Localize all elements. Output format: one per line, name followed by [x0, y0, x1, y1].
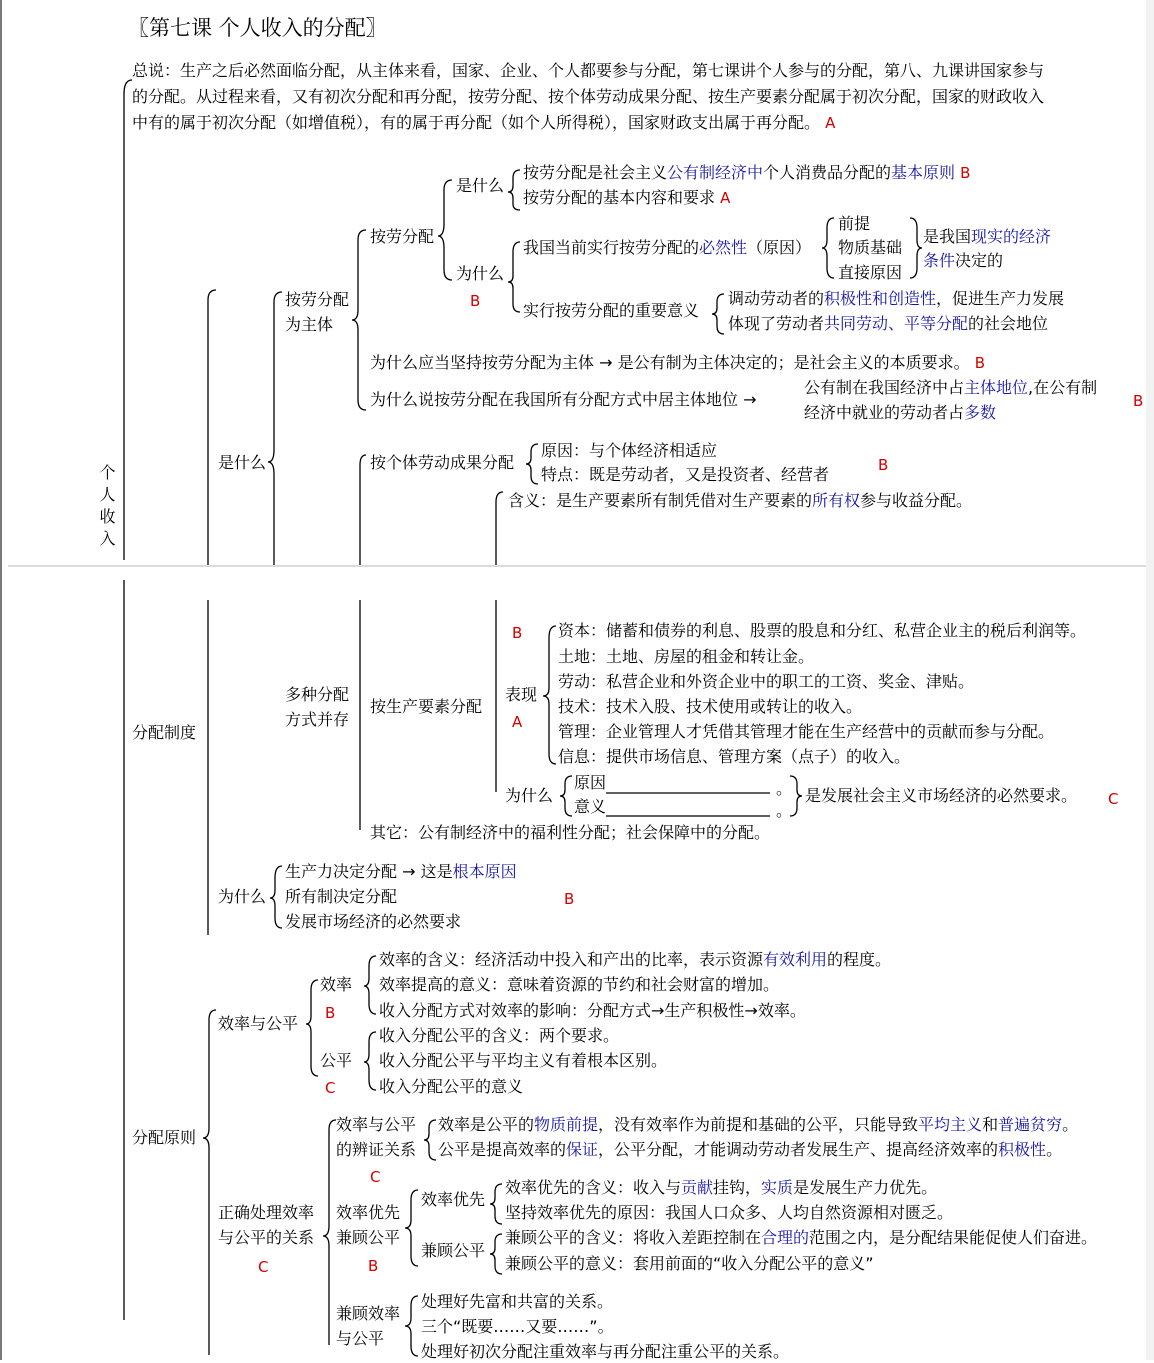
main-status-question: 为什么说按劳分配在我国所有分配方式中居主体地位 →: [370, 390, 757, 409]
significance-brace: [712, 294, 724, 334]
individual-grade: B: [878, 456, 889, 474]
cause-brace-right: [910, 218, 922, 278]
dialectic-label-2: 的辨证关系: [336, 1140, 417, 1159]
individual-feature: 特点：既是劳动者，又是投资者、经营者: [541, 465, 830, 484]
labor-main-label-2: 为主体: [285, 315, 334, 334]
dialectic-item-1: 效率是公平的物质前提，没有效率作为前提和基础的公平，只能导致平均主义和普遍贫穷。: [438, 1115, 1079, 1134]
significance-item-1: 调动劳动者的积极性和创造性，促进生产力发展: [728, 289, 1065, 308]
why-label: 为什么: [456, 264, 505, 283]
intro-line-3: 中有的属于初次分配（如增值税），有的属于再分配（如个人所得税），国家财政支出属于再分配。 A: [132, 113, 836, 132]
manifest-grade-top: B: [512, 624, 523, 642]
significance-label: 实行按劳分配的重要意义: [523, 301, 700, 320]
multi-label-2: 方式并存: [285, 710, 350, 729]
priority-label-1: 效率优先: [336, 1203, 401, 1222]
decided-line-1: 是我国现实的经济: [923, 227, 1052, 246]
eff-label: 效率: [320, 975, 353, 994]
both-item-2: 三个“既要……又要……”。: [421, 1317, 614, 1336]
system-why-brace: [270, 866, 282, 928]
fair-item-1: 收入分配公平的含义：两个要求。: [379, 1026, 620, 1045]
handle-brace: [323, 1120, 336, 1345]
eff-item-2: 效率提高的意义：意味着资源的节约和社会财富的增加。: [379, 975, 780, 994]
system-why-label: 为什么: [218, 887, 267, 906]
ef-label: 效率与公平: [218, 1014, 299, 1033]
system-why-item-1: 生产力决定分配 → 这是根本原因: [285, 862, 517, 881]
manifest-grade: A: [512, 713, 523, 731]
main-status-answer-2: 经济中就业的劳动者占多数: [804, 403, 997, 422]
priority-label-2: 兼顾公平: [336, 1228, 401, 1247]
premise-label: 前提: [838, 214, 871, 233]
eff-item-1: 效率的含义：经济活动中投入和产出的比率，表示资源有效利用的程度。: [379, 950, 892, 969]
is-what-item-1: 按劳分配是社会主义公有制经济中个人消费品分配的基本原则 B: [523, 163, 971, 182]
labor-main-label-1: 按劳分配: [285, 290, 350, 309]
factor-meaning: 含义：是生产要素所有制凭借对生产要素的所有权参与收益分配。: [508, 491, 973, 510]
individual-brace: [526, 444, 538, 484]
fair-item-3: 收入分配公平的意义: [379, 1077, 524, 1096]
individual-label: 按个体劳动成果分配: [370, 453, 515, 472]
factor-why-brace: [560, 776, 572, 816]
other-distribution: 其它：公有制经济中的福利性分配；社会保障中的分配。: [370, 823, 771, 842]
handle-grade: C: [258, 1258, 269, 1276]
factor-meaning-label: 意义: [574, 797, 607, 816]
system-why-grade: B: [564, 890, 575, 908]
fair-consider-label: 兼顾公平: [421, 1241, 486, 1260]
significance-item-2: 体现了劳动者共同劳动、平等分配的社会地位: [728, 314, 1049, 333]
fair-item-2: 收入分配公平与平均主义有着根本区别。: [379, 1051, 668, 1070]
system-why-item-3: 发展市场经济的必然要求: [285, 912, 462, 931]
labor-sub-brace: [352, 230, 366, 410]
factor-why-label: 为什么: [505, 786, 554, 805]
ef-brace: [306, 980, 318, 1076]
why-brace: [508, 242, 520, 312]
manifest-brace: [543, 626, 556, 764]
main-status-grade: B: [1133, 392, 1144, 410]
fair-label: 公平: [320, 1051, 353, 1070]
is-what-brace: [508, 170, 520, 210]
handle-label-2: 与公平的关系: [218, 1228, 315, 1247]
system-why-item-2: 所有制决定分配: [285, 887, 398, 906]
fair-grade: C: [325, 1079, 336, 1097]
page-left-edge: [0, 0, 2, 1360]
fair-consider-brace: [490, 1234, 502, 1274]
factor-land: 土地：土地、房屋的租金和转让金。: [558, 647, 815, 666]
eff-first-item-1: 效率优先的含义：收入与贡献挂钩，实质是发展生产力优先。: [505, 1178, 938, 1197]
what-label: 是什么: [218, 453, 267, 472]
main-why-text: 为什么应当坚持按劳分配为主体 → 是公有制为主体决定的；是社会主义的本质要求。 B: [370, 353, 985, 372]
intro-line-1: 总说：生产之后必然面临分配，从主体来看，国家、企业、个人都要参与分配，第七课讲个人参与的分配，第八、九课讲国家参与: [132, 61, 1045, 80]
manifest-label: 表现: [505, 685, 538, 704]
factor-brace: [496, 492, 503, 565]
fair-consider-item-2: 兼顾公平的意义：套用前面的“收入分配公平的意义”: [505, 1254, 874, 1273]
root-label: 个人收入: [97, 464, 116, 552]
direct-cause-label: 直接原因: [838, 263, 903, 282]
page-title: 〖第七课 个人收入的分配〗: [128, 16, 387, 40]
factor-labor: 劳动：私营企业和外资企业中的职工的工资、奖金、津贴。: [558, 672, 975, 691]
principle-brace: [203, 1010, 216, 1355]
factor-reason-label: 原因: [574, 773, 607, 792]
main-status-answer-1: 公有制在我国经济中占主体地位,在公有制: [804, 378, 1098, 397]
dialectic-grade: C: [370, 1168, 381, 1186]
material-basis-label: 物质基础: [838, 238, 903, 257]
cause-brace: [822, 218, 834, 278]
labor-main-brace: [268, 292, 282, 565]
page-break: [8, 565, 1146, 567]
root-brace: [124, 80, 132, 560]
multi-label-1: 多种分配: [285, 685, 350, 704]
by-factor-label: 按生产要素分配: [370, 697, 483, 716]
by-labor-label: 按劳分配: [370, 227, 435, 246]
dialectic-brace: [424, 1120, 436, 1160]
necessity-text: 我国当前实行按劳分配的必然性（原因）: [523, 238, 812, 257]
both-brace: [405, 1296, 418, 1356]
dialectic-label-1: 效率与公平: [336, 1115, 417, 1134]
reason-period: 。: [776, 779, 793, 798]
multi-brace: [360, 455, 366, 565]
scrollbar-track[interactable]: [1146, 0, 1154, 1360]
grade-badge: A: [825, 114, 836, 132]
both-label-2: 与公平: [336, 1329, 385, 1348]
both-label-1: 兼顾效率: [336, 1304, 401, 1323]
by-labor-brace: [438, 180, 452, 280]
meaning-period: 。: [776, 801, 793, 820]
is-what-label: 是什么: [456, 176, 505, 195]
eff-grade: B: [325, 1004, 336, 1022]
factor-tech: 技术：技术入股、技术使用或转让的收入。: [558, 697, 863, 716]
distribution-principle-label: 分配原则: [132, 1128, 197, 1147]
individual-reason: 原因：与个体经济相适应: [541, 441, 718, 460]
fair-brace: [364, 1032, 376, 1090]
factor-capital: 资本：储蓄和债券的利息、股票的股息和分红、私营企业主的税后利润等。: [558, 621, 1087, 640]
factor-management: 管理：企业管理人才凭借其管理才能在生产经营中的贡献而参与分配。: [558, 722, 1055, 741]
both-item-1: 处理好先富和共富的关系。: [421, 1292, 614, 1311]
why-grade: B: [470, 292, 481, 310]
what-brace: [208, 290, 216, 565]
factor-why-conclusion: 是发展社会主义市场经济的必然要求。: [805, 786, 1078, 805]
priority-brace: [405, 1190, 418, 1266]
both-item-3: 处理好初次分配注重效率与再分配注重公平的关系。: [421, 1342, 790, 1361]
eff-brace: [364, 956, 376, 1014]
eff-first-item-2: 坚持效率优先的原因：我国人口众多、人均自然资源相对匮乏。: [505, 1203, 954, 1222]
eff-item-3: 收入分配方式对效率的影响：分配方式→生产积极性→效率。: [379, 1001, 806, 1020]
intro-line-2: 的分配。从过程来看，又有初次分配和再分配，按劳分配、按个体劳动成果分配、按生产要素分配属于初次分配，国家的财政收入: [132, 87, 1045, 106]
factor-info: 信息：提供市场信息、管理方案（点子）的收入。: [558, 747, 911, 766]
priority-grade: B: [368, 1257, 379, 1275]
decided-line-2: 条件决定的: [923, 251, 1004, 270]
handle-label-1: 正确处理效率: [218, 1203, 315, 1222]
is-what-item-2: 按劳分配的基本内容和要求 A: [523, 188, 731, 207]
distribution-system-label: 分配制度: [132, 723, 197, 742]
factor-why-grade: C: [1108, 790, 1119, 808]
fair-consider-item-1: 兼顾公平的含义：将收入差距控制在合理的范围之内，是分配结果能促使人们奋进。: [505, 1228, 1098, 1247]
dialectic-item-2: 公平是提高效率的保证，公平分配，才能调动劳动者发展生产、提高经济效率的积极性。: [438, 1140, 1063, 1159]
eff-first-label: 效率优先: [421, 1190, 486, 1209]
eff-first-brace: [490, 1184, 502, 1224]
